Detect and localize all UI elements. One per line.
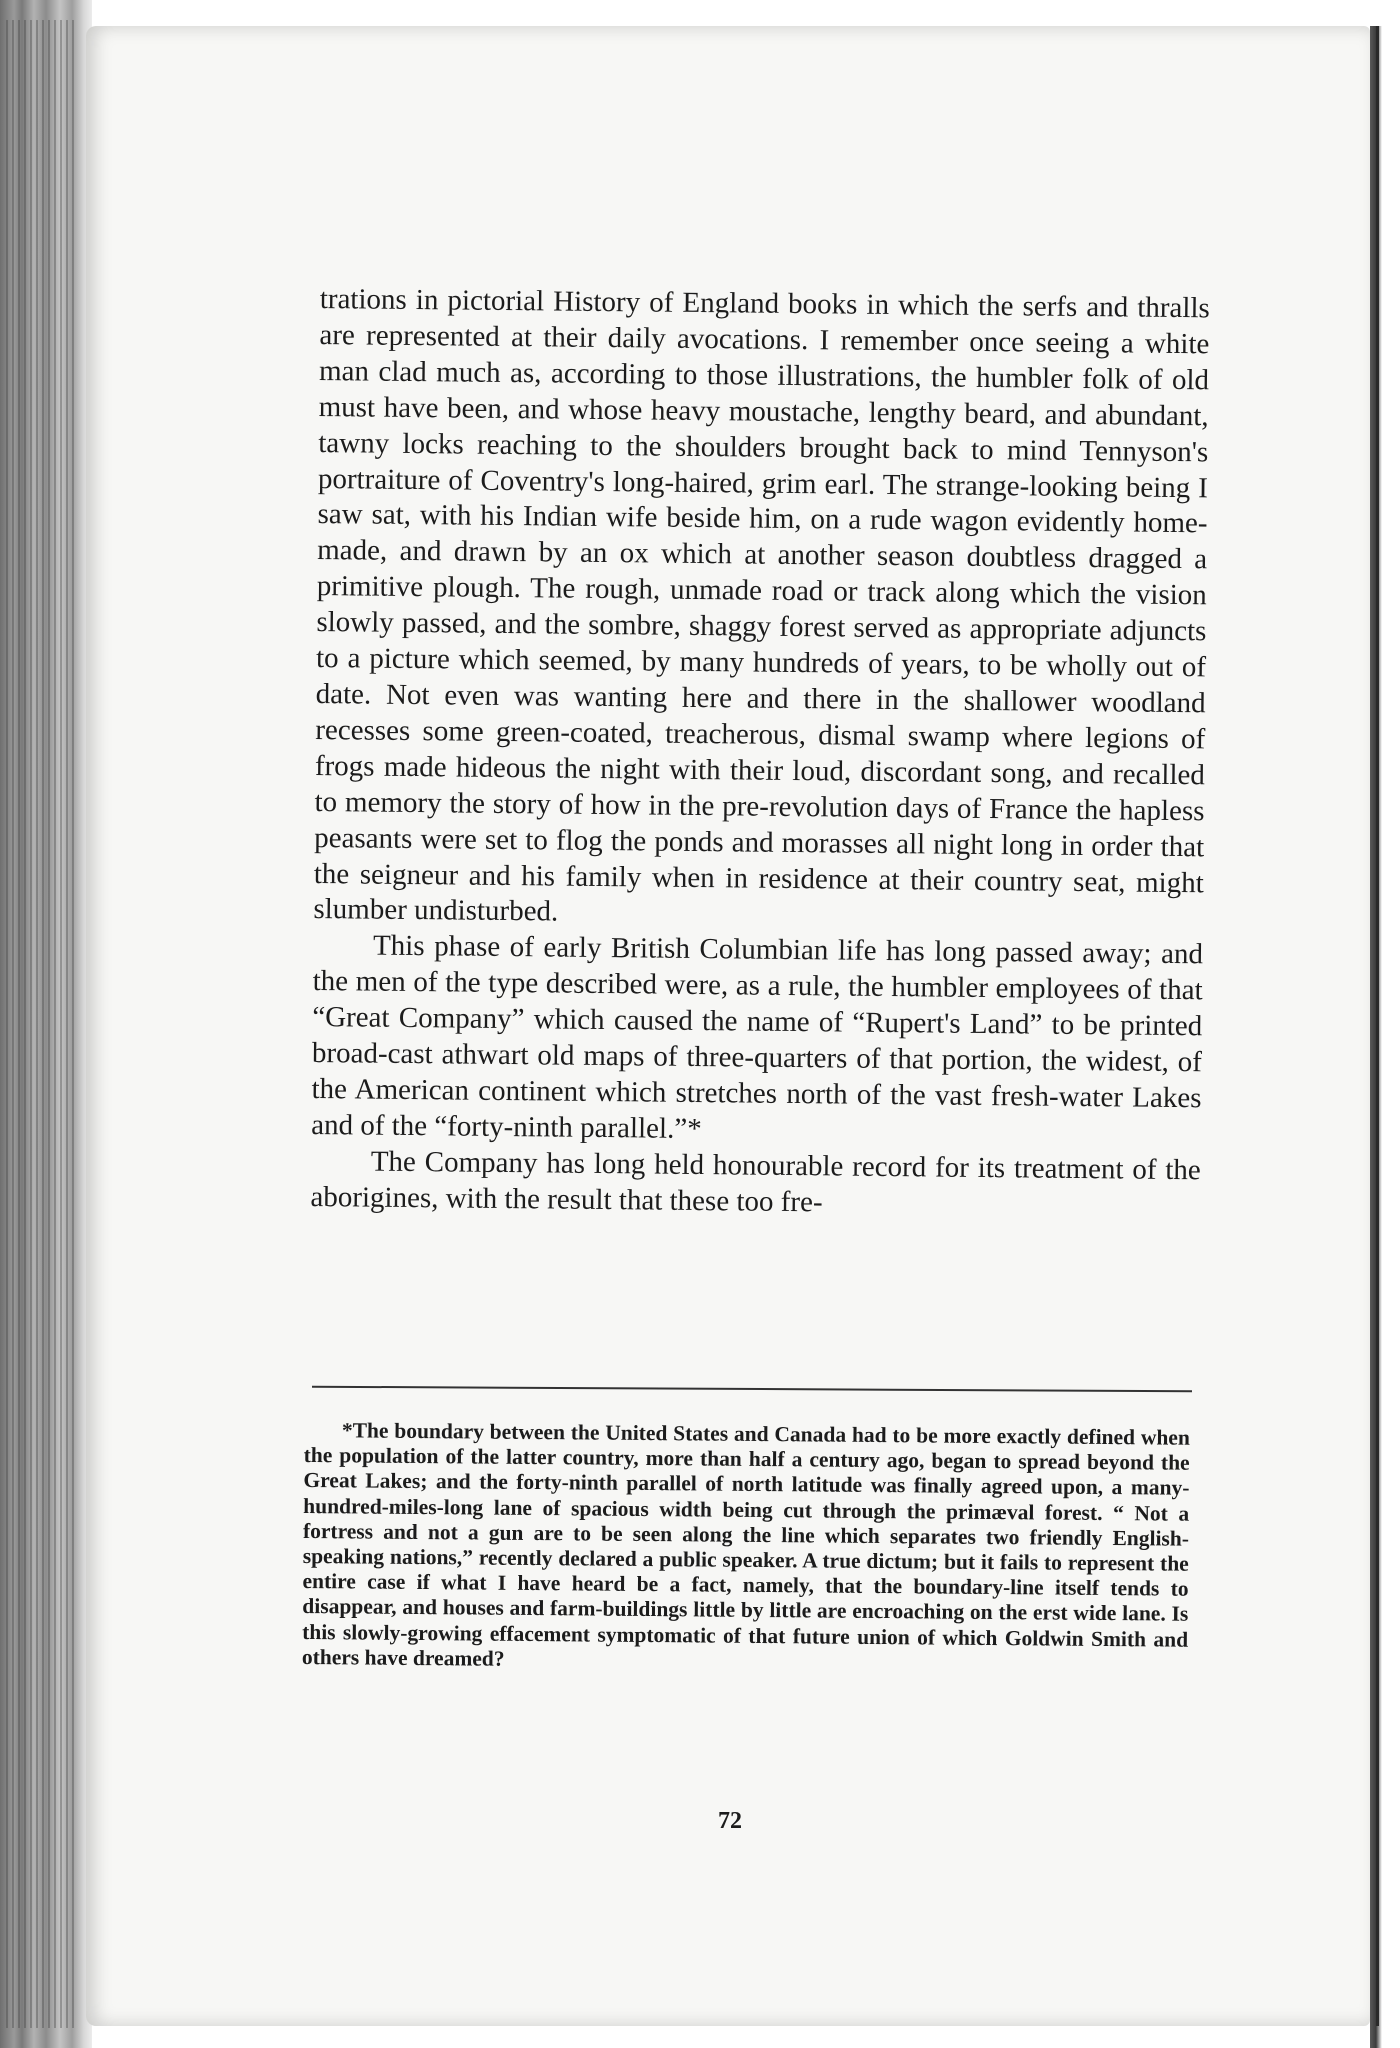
book-binding-edge — [1370, 26, 1400, 2048]
paragraph-2: This phase of early British Columbian life has long passed away; and the men of the type described were, as a rule, the humbler employees of that “Great Company” which caused the name of “Rupert's Land” to be printed broad-cast athwart old maps of three-quarters of that portion, the widest, of the American continent which stretches north of the vast fresh-water Lakes and of the “forty-ninth parallel.”* — [311, 929, 1204, 1145]
footnote: *The boundary between the United States and Canada had to be more exactly defined when the population of the latter country, more than half a century ago, began to spread beyond the Great Lakes; and the forty-ninth parallel of north latitude was finally agreed upon, a many-hundred-miles-long lane of spacious width being cut through the primæval forest. “ Not a fortress and not a gun are to be seen along the line which separates two friendly English-speaking nations,” recently declared a public speaker. A true dictum; but it fails to represent the entire case if what I have heard be a fact, namely, that the boundary-line itself tends to disappear, and houses and farm-buildings little by little are encroaching on the erst wide lane. Is this slowly-growing effacement symptomatic of that future union of which Goldwin Smith and others have dreamed? — [301, 1418, 1190, 1671]
paragraph-3: The Company has long held honourable record for its treatment of the aborigines, with the result that these too fre- — [310, 1145, 1201, 1218]
book-page-edges — [0, 0, 92, 2048]
paragraph-1: trations in pictorial History of England books in which the serfs and thralls are represented at their daily avocations. I remember once seeing a white man clad much as, according to those illustrations, the humbler folk of old must have been, and whose heavy moustache, lengthy beard, and abundant, tawny locks reaching to the shoulders brought back to mind Tennyson's portraiture of Coventry's long-haired, grim earl. The strange-looking being I saw sat, with his Indian wife beside him, on a rude wagon evidently home-made, and drawn by an ox which at another season doubtless dragged a primitive plough. The rough, unmade road or track along which the vision slowly passed, and the sombre, shaggy forest served as appropriate adjuncts to a picture which seemed, by many hundreds of years, to be wholly out of date. Not even was wanting here and there in the shallower woodland recesses some green-coated, treacherous, dismal swamp where legions of frogs made hideous the night with their loud, discordant song, and recalled to memory the story of how in the pre-revolution days of France the hapless peasants were set to flog the ponds and morasses all night long in order that the seigneur and his family when in residence at their country seat, might slumber undisturbed. — [313, 282, 1210, 928]
page-number: 72 — [718, 1808, 742, 1834]
body-text — [310, 282, 1210, 1225]
